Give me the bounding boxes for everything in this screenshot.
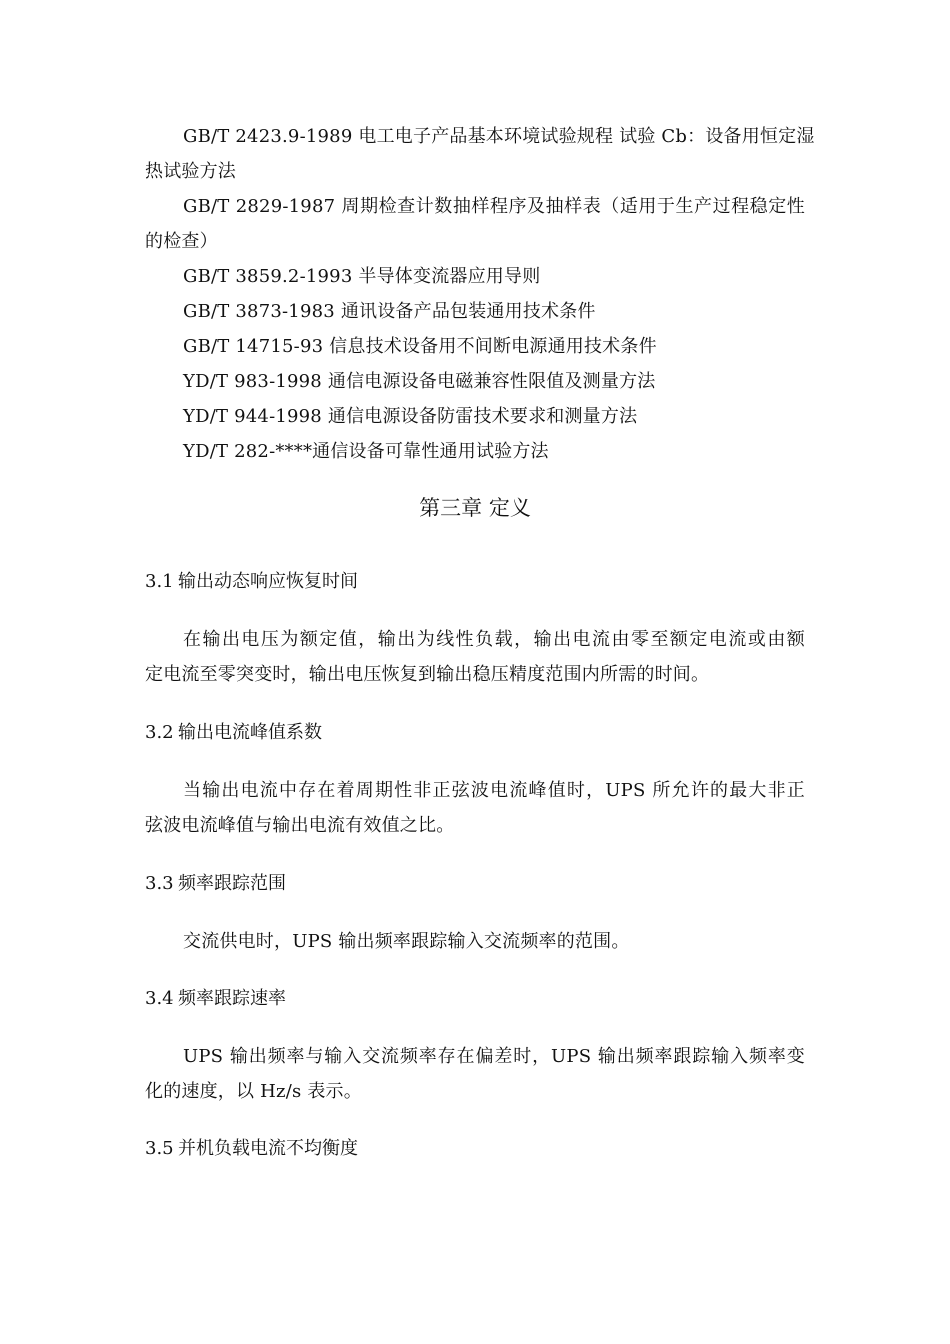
section-heading-3-4 [145, 987, 286, 1011]
reference-item-4: GB/T 3873-1983 通讯设备产品包装通用技术条件 [183, 301, 596, 322]
chapter-title: 第三章 定义 [419, 496, 531, 520]
reference-item-1-line2: 热试验方法 [145, 161, 236, 182]
section-3-2-body-line1: 当输出电流中存在着周期性非正弦波电流峰值时，UPS 所允许的最大非正 [183, 780, 805, 801]
section-number: 3.3 [145, 873, 174, 894]
section-title: 频率跟踪范围 [178, 873, 286, 894]
section-3-1-body-line1: 在输出电压为额定值，输出为线性负载，输出电流由零至额定电流或由额 [183, 629, 805, 650]
reference-item-6: YD/T 983-1998 通信电源设备电磁兼容性限值及测量方法 [183, 371, 656, 392]
reference-item-5: GB/T 14715-93 信息技术设备用不间断电源通用技术条件 [183, 336, 657, 357]
section-3-1-body-line2: 定电流至零突变时，输出电压恢复到输出稳压精度范围内所需的时间。 [145, 664, 710, 685]
reference-item-8: YD/T 282-****通信设备可靠性通用试验方法 [183, 441, 549, 462]
section-3-3-body-line1: 交流供电时，UPS 输出频率跟踪输入交流频率的范围。 [183, 931, 630, 952]
section-number: 3.1 [145, 571, 174, 592]
section-title: 并机负载电流不均衡度 [178, 1138, 358, 1159]
section-title: 输出电流峰值系数 [178, 722, 322, 743]
section-3-4-body-line1: UPS 输出频率与输入交流频率存在偏差时，UPS 输出频率跟踪输入频率变 [183, 1046, 805, 1067]
section-3-2-body-line2: 弦波电流峰值与输出电流有效值之比。 [145, 815, 455, 836]
section-number: 3.2 [145, 722, 174, 743]
section-3-4-body-line2: 化的速度，以 Hz/s 表示。 [145, 1081, 362, 1102]
section-heading-3-3 [145, 872, 286, 896]
section-number: 3.5 [145, 1138, 174, 1159]
reference-item-2-line2: 的检查） [145, 231, 218, 252]
reference-item-7: YD/T 944-1998 通信电源设备防雷技术要求和测量方法 [183, 406, 638, 427]
section-number: 3.4 [145, 988, 174, 1009]
section-heading-3-2 [145, 721, 322, 745]
section-title: 输出动态响应恢复时间 [178, 571, 358, 592]
section-heading-3-5 [145, 1137, 358, 1161]
section-heading-3-1 [145, 570, 358, 594]
reference-item-3: GB/T 3859.2-1993 半导体变流器应用导则 [183, 266, 541, 287]
reference-item-2-line1: GB/T 2829-1987 周期检查计数抽样程序及抽样表（适用于生产过程稳定性 [183, 196, 805, 217]
section-title: 频率跟踪速率 [178, 988, 286, 1009]
reference-item-1-line1: GB/T 2423.9-1989 电工电子产品基本环境试验规程 试验 Cb：设备用恒定湿 [183, 126, 815, 147]
